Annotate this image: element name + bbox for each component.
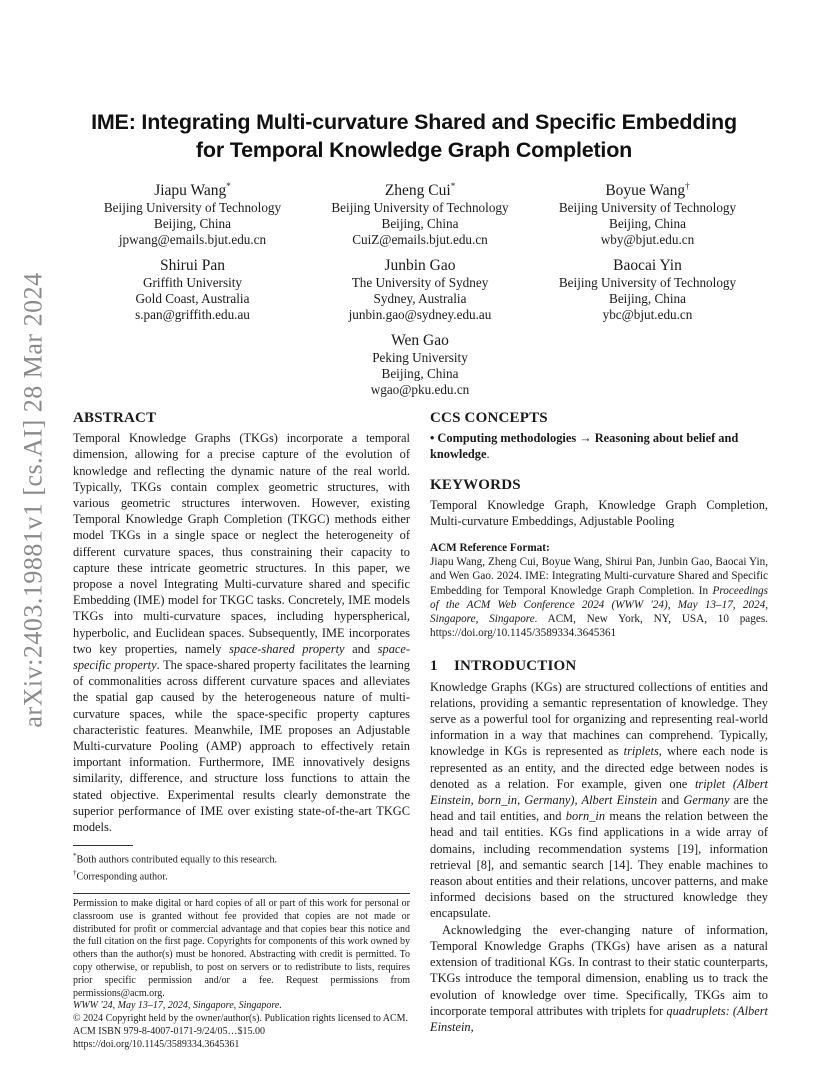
ccs-heading: CCS CONCEPTS <box>430 410 548 426</box>
author-affiliation: Griffith University <box>142 275 242 291</box>
author <box>85 256 300 323</box>
emphasis-text: Germany <box>683 793 730 808</box>
author-location: Beijing, China <box>381 366 459 382</box>
emphasis-text: born_in <box>565 809 606 824</box>
author-affiliation: Beijing University of Technology <box>558 275 737 291</box>
introduction-paragraph-1 <box>430 679 768 922</box>
author-location: Beijing, China <box>381 216 459 232</box>
author <box>540 177 755 248</box>
author-email[interactable]: s.pan@griffith.edu.au <box>135 307 250 323</box>
author-location: Beijing, China <box>609 291 686 307</box>
emphasis-text: triplet (Albert Einstein, born_in, Germany), Albert Einstein <box>430 776 768 808</box>
title-line-1: IME: Integrating Multi-curvature Shared and Specific Embedding <box>91 110 737 134</box>
abstract-heading: ABSTRACT <box>73 410 157 426</box>
author-mark: * <box>450 181 456 191</box>
paper-title <box>80 108 748 164</box>
author-location: Beijing, China <box>154 216 231 232</box>
author-email[interactable]: CuiZ@emails.bjut.edu.cn <box>352 232 488 248</box>
reference-format-heading: ACM Reference Format: <box>430 542 550 555</box>
venue-line: WWW '24, May 13–17, 2024, Singapore, Singapore. <box>73 1000 282 1012</box>
body-text: and <box>657 793 684 808</box>
author <box>85 177 300 248</box>
author-affiliation: Beijing University of Technology <box>103 200 282 216</box>
author-affiliation: The University of Sydney <box>351 275 489 291</box>
left-column <box>73 410 410 1052</box>
author-name: Junbin Gao <box>384 257 456 275</box>
author <box>540 256 755 323</box>
body-text: Acknowledging the ever-changing nature of information, Temporal Knowledge Graphs (TKGs) have arisen as a natural extension of traditional KGs. In contrast to their static counterparts, TKGs introduce the temporal dimension, enabling us to track the evolution of knowledge over time. Specifically, TKGs aim to incorporate temporal attributes with triplets for <box>430 922 768 1018</box>
author <box>313 331 528 398</box>
author-location: Sydney, Australia <box>373 291 467 307</box>
section-title: INTRODUCTION <box>454 658 577 675</box>
author-email[interactable]: junbin.gao@sydney.edu.au <box>348 307 492 323</box>
right-column <box>430 410 768 1035</box>
keywords-heading: KEYWORDS <box>430 476 521 493</box>
reference-format-text: Jiapu Wang, Zheng Cui, Boyue Wang, Shirui Pan, Junbin Gao, Baocai Yin, and Wen Gao. 2024. IME: Integrating Multi-curvature Shared and Specific Embedding for Temporal Knowledge Graph Completion. In Proceedings of the ACM Web Conference 2024 (WWW '24), May 13–17, 2024, Singapore, Singapore. ACM, New York, NY, USA, 10 pages. https://doi.org/10.1145/3589334.3645361 <box>430 556 768 640</box>
arxiv-stamp-text: arXiv:2403.19881v1 [cs.AI] 28 Mar 2024 <box>19 272 48 728</box>
author-name: Shirui Pan <box>159 257 226 275</box>
body-text: are the head and tail entities, and <box>430 793 768 824</box>
ccs-concepts-text: • Computing methodologies → Reasoning about belief and knowledge. <box>430 431 739 462</box>
isbn-line: ACM ISBN 979-8-4007-0171-9/24/05…$15.00 <box>73 1026 265 1038</box>
footnote-divider <box>73 845 133 846</box>
body-text: Knowledge Graphs (KGs) are structured collections of entities and relations, providing a semantic representation of knowledge. They serve as a powerful tool for organizing and representing real-world information in a way that machines can comprehend. Typically, knowledge in KGs is represented as <box>430 679 768 759</box>
author-name: Baocai Yin <box>613 257 682 275</box>
author-row-1 <box>85 177 755 248</box>
author-location: Beijing, China <box>609 216 686 232</box>
author-name: Zheng Cui <box>384 182 451 200</box>
author-name: Boyue Wang <box>605 182 686 200</box>
author-email[interactable]: ybc@bjut.edu.cn <box>602 307 693 323</box>
author-block <box>85 177 755 406</box>
author-name: Wen Gao <box>391 332 449 350</box>
copyright-line: © 2024 Copyright held by the owner/author(s). Publication rights licensed to ACM. <box>73 1013 409 1025</box>
emphasis-text: triplets <box>623 744 659 759</box>
footnote-corresponding-author: †Corresponding author. <box>73 868 168 883</box>
permission-divider <box>73 893 410 894</box>
author-name: Jiapu Wang <box>154 182 227 200</box>
author-mark: † <box>685 181 690 191</box>
keywords-text: Temporal Knowledge Graph, Knowledge Graph Completion, Multi-curvature Embeddings, Adjustable Pooling <box>430 497 768 529</box>
author-email[interactable]: wby@bjut.edu.cn <box>600 232 695 248</box>
author <box>313 256 528 323</box>
author-affiliation: Beijing University of Technology <box>558 200 737 216</box>
emphasis-text: quadruplets: (Albert Einstein, <box>430 1003 768 1034</box>
permission-notice: Permission to make digital or hard copies of all or part of this work for personal or classroom use is granted without fee provided that copies are not made or distributed for profit or commercial advantage and that copies bear this notice and the full citation on the first page. Copyrights for components of this work owned by others than the author(s) must be honored. Abstracting with credit is permitted. To copy otherwise, or republish, to post on servers or to redistribute to lists, requires prior specific permission and/or a fee. Request permissions from permissions@acm.org. <box>73 898 410 999</box>
author-row-2 <box>85 256 755 323</box>
section-number: 1 <box>430 658 438 675</box>
title-line-2: for Temporal Knowledge Graph Completion <box>195 138 633 162</box>
body-text: means the relation between the head and tail entities. KGs find applications in a wide array of domains, including recommendation systems [19], information retrieval [8], and semantic search [14]. They enable machines to reason about entities and their relations, uncover patterns, and make informed decisions based on the structured knowledge they encapsulate. <box>430 809 769 921</box>
introduction-paragraph-2 <box>430 922 768 1035</box>
author-mark: * <box>226 181 231 191</box>
author-affiliation: Beijing University of Technology <box>331 200 509 216</box>
footnote-equal-contribution: *Both authors contributed equally to this research. <box>73 852 278 866</box>
author-affiliation: Peking University <box>372 350 468 366</box>
author-email[interactable]: jpwang@emails.bjut.edu.cn <box>118 232 267 248</box>
abstract-text: Temporal Knowledge Graphs (TKGs) incorporate a temporal dimension, allowing for a precise capture of the evolution of knowledge and reflecting the dynamic nature of the real world. Typically, TKGs contain complex geometric structures, with various geometric structures interwoven. However, existing Temporal Knowledge Graph Completion (TKGC) methods either model TKGs in a single space or neglect the heterogeneity of different curvature spaces, thus constraining their capacity to capture these intricate geometric structures. In this paper, we propose a novel Integrating Multi-curvature shared and specific Embedding (IME) model for TKGC tasks. Concretely, IME models TKGs into multi-curvature spaces, including hyperspherical, hyperbolic, and Euclidean spaces. Subsequently, IME incorporates two key properties, namely space-shared property and space-specific property. The space-shared property facilitates the learning of commonalities across different curvature spaces and alleviates the spatial gap caused by the heterogeneous nature of multi-curvature spaces, while the space-specific property captures characteristic features. Meanwhile, IME proposes an Adjustable Multi-curvature Pooling (AMP) approach to effectively retain important information. Furthermore, IME innovatively designs similarity, difference, and structure loss functions to attain the stated objective. Experimental results clearly demonstrate the superior performance of IME over existing state-of-the-art TKGC models. <box>73 431 411 835</box>
author-location: Gold Coast, Australia <box>135 291 250 307</box>
author-row-3 <box>85 331 755 398</box>
author-email[interactable]: wgao@pku.edu.cn <box>370 382 470 398</box>
arxiv-identifier-stamp <box>14 272 54 728</box>
author <box>313 177 528 248</box>
introduction-heading <box>430 658 768 674</box>
body-text: , where each node is represented as an entity, and the directed edge between nodes is denoted as a relation. For example, given one <box>430 744 768 791</box>
doi-link[interactable]: https://doi.org/10.1145/3589334.3645361 <box>73 1038 240 1050</box>
